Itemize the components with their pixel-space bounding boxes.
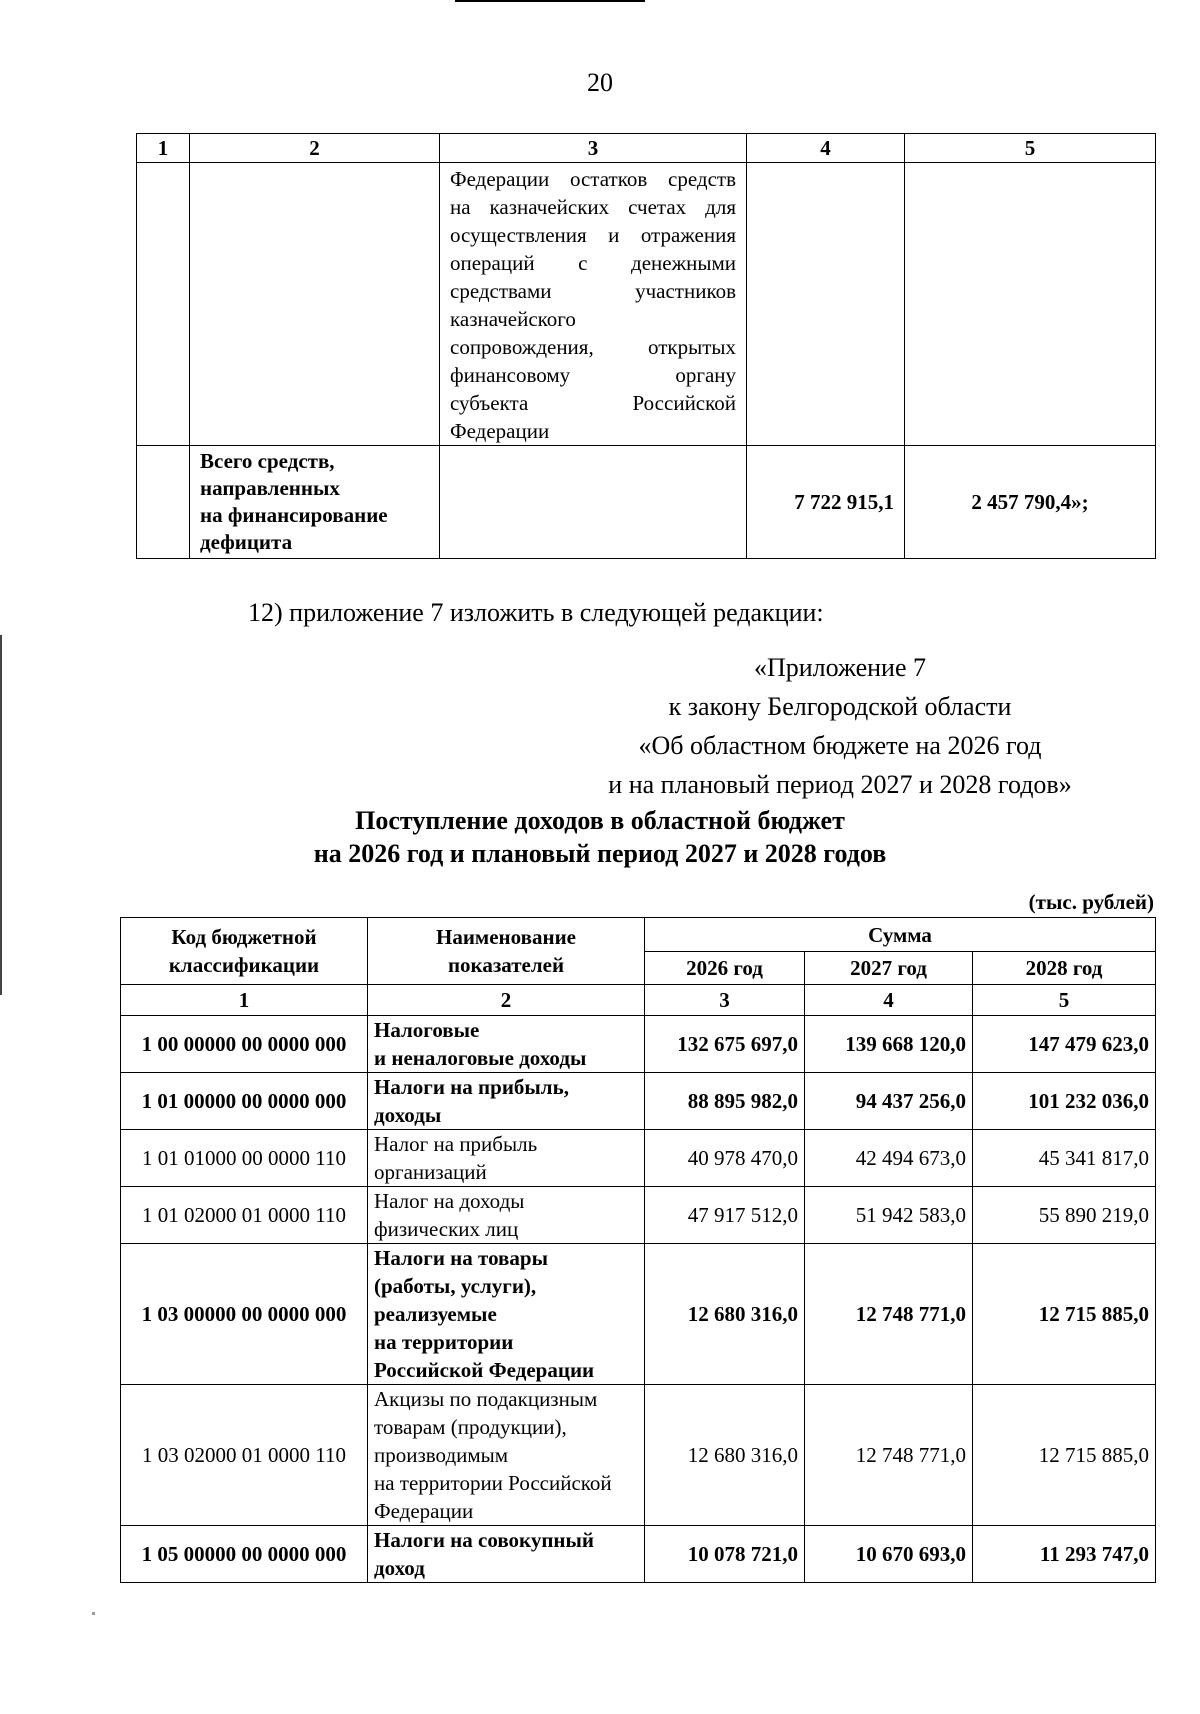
row-code: 1 01 00000 00 0000 000 [121, 1073, 368, 1130]
row-value-2027: 12 748 771,0 [805, 1385, 973, 1526]
row-name-line: Налоговые [374, 1018, 480, 1042]
t1-description-line: на казначейских счетах для [450, 195, 736, 219]
t1-total-label-line: дефицита [200, 530, 293, 554]
header-year-2027: 2027 год [805, 952, 973, 985]
row-name-line: Налоги на совокупный [374, 1528, 595, 1552]
row-name-line: (работы, услуги), [374, 1274, 537, 1298]
t1-empty-cell [440, 446, 747, 559]
top-rule [455, 0, 645, 2]
t1-description-cell [440, 163, 747, 446]
row-value-2028: 11 293 747,0 [973, 1526, 1156, 1583]
t1-empty-cell [905, 163, 1156, 446]
row-name-line: Налог на прибыль [374, 1132, 538, 1156]
row-code: 1 01 02000 01 0000 110 [121, 1187, 368, 1244]
t1-description-line: сопровождения, открытых [450, 335, 736, 359]
row-name-line: товарам (продукции), [374, 1415, 567, 1439]
t1-header-5: 5 [905, 134, 1156, 163]
t1-header-4: 4 [747, 134, 905, 163]
table-row [121, 1385, 1156, 1526]
row-name-line: и неналоговые доходы [374, 1046, 587, 1070]
index-cell: 1 [121, 985, 368, 1016]
table-row [121, 1244, 1156, 1385]
t1-empty-cell [747, 163, 905, 446]
row-name-line: доходы [374, 1103, 442, 1127]
t1-total-label-line: на финансирование [200, 503, 388, 527]
table-row [121, 1073, 1156, 1130]
header-code: Код бюджетной классификации [121, 918, 368, 985]
unit-label: (тыс. рублей) [1028, 890, 1154, 914]
row-name [368, 1073, 645, 1130]
header-year-2028: 2028 год [973, 952, 1156, 985]
appendix-line: «Приложение 7 [753, 653, 927, 682]
row-name [368, 1244, 645, 1385]
t1-empty-cell [137, 163, 190, 446]
table-row [121, 1187, 1156, 1244]
amendment-paragraph: 12) приложение 7 изложить в следующей редакции: [248, 598, 824, 627]
index-cell: 2 [368, 985, 645, 1016]
header-year-2026: 2026 год [645, 952, 805, 985]
document-title [0, 804, 1200, 870]
row-value-2026: 47 917 512,0 [645, 1187, 805, 1244]
row-name [368, 1016, 645, 1073]
row-value-2027: 51 942 583,0 [805, 1187, 973, 1244]
row-name-line: Налоги на прибыль, [374, 1075, 569, 1099]
row-value-2028: 147 479 623,0 [973, 1016, 1156, 1073]
row-code: 1 03 02000 01 0000 110 [121, 1385, 368, 1526]
t1-total-label-line: направленных [200, 476, 340, 500]
row-value-2027: 42 494 673,0 [805, 1130, 973, 1187]
index-cell: 3 [645, 985, 805, 1016]
t1-header-2: 2 [190, 134, 440, 163]
row-value-2028: 45 341 817,0 [973, 1130, 1156, 1187]
t1-description-line: финансовому органу [450, 363, 736, 387]
t1-total-label [190, 446, 440, 559]
header-sum: Сумма [645, 918, 1156, 952]
table-row [121, 1130, 1156, 1187]
row-code: 1 03 00000 00 0000 000 [121, 1244, 368, 1385]
t1-header-3: 3 [440, 134, 747, 163]
row-code: 1 01 01000 00 0000 110 [121, 1130, 368, 1187]
row-name-line: на территории Российской [374, 1471, 612, 1495]
scan-speck [92, 1612, 95, 1615]
row-value-2028: 12 715 885,0 [973, 1244, 1156, 1385]
row-name-line: Федерации [374, 1499, 474, 1523]
row-code: 1 00 00000 00 0000 000 [121, 1016, 368, 1073]
row-name-line: производимым [374, 1443, 509, 1467]
appendix-line: и на плановый период 2027 и 2028 годов» [608, 770, 1072, 799]
row-value-2027: 139 668 120,0 [805, 1016, 973, 1073]
row-value-2026: 12 680 316,0 [645, 1385, 805, 1526]
appendix-line: «Об областном бюджете на 2026 год [638, 731, 1042, 760]
index-cell: 4 [805, 985, 973, 1016]
t1-total-col5: 2 457 790,4»; [905, 446, 1156, 559]
row-value-2026: 88 895 982,0 [645, 1073, 805, 1130]
row-value-2026: 40 978 470,0 [645, 1130, 805, 1187]
row-value-2028: 12 715 885,0 [973, 1385, 1156, 1526]
row-name [368, 1187, 645, 1244]
table-row [121, 1016, 1156, 1073]
row-value-2027: 94 437 256,0 [805, 1073, 973, 1130]
title-line: на 2026 год и плановый период 2027 и 2028 годов [313, 839, 887, 868]
t1-total-col4: 7 722 915,1 [747, 446, 905, 559]
row-name-line: доход [374, 1556, 425, 1580]
row-name [368, 1130, 645, 1187]
row-name-line: Акцизы по подакцизным [374, 1387, 598, 1411]
row-name-line: Налог на доходы [374, 1189, 525, 1213]
row-code: 1 05 00000 00 0000 000 [121, 1526, 368, 1583]
income-table [120, 917, 1156, 1583]
title-line: Поступление доходов в областной бюджет [355, 806, 845, 835]
t1-description-line: субъекта Российской [450, 391, 736, 415]
page-number: 20 [587, 68, 613, 97]
row-value-2026: 12 680 316,0 [645, 1244, 805, 1385]
row-name-line: Российской Федерации [374, 1358, 595, 1382]
t1-total-label-line: Всего средств, [200, 449, 335, 473]
row-value-2027: 10 670 693,0 [805, 1526, 973, 1583]
row-name-line: Налоги на товары [374, 1246, 548, 1270]
row-value-2027: 12 748 771,0 [805, 1244, 973, 1385]
t1-description-line: Федерации остатков средств [450, 167, 736, 191]
row-name-line: реализуемые [374, 1302, 497, 1326]
t1-description-line: казначейского [450, 307, 576, 331]
row-value-2026: 132 675 697,0 [645, 1016, 805, 1073]
row-name-line: на территории [374, 1330, 514, 1354]
t1-description-line: операций с денежными [450, 251, 736, 275]
row-name [368, 1385, 645, 1526]
row-name-line: физических лиц [374, 1217, 519, 1241]
t1-description-line: осуществления и отражения [450, 223, 736, 247]
t1-empty-cell [137, 446, 190, 559]
row-value-2026: 10 078 721,0 [645, 1526, 805, 1583]
row-name-line: организаций [374, 1160, 487, 1184]
t1-description-line: Федерации [450, 419, 550, 443]
index-cell: 5 [973, 985, 1156, 1016]
t1-header-1: 1 [137, 134, 190, 163]
row-value-2028: 55 890 219,0 [973, 1187, 1156, 1244]
row-name [368, 1526, 645, 1583]
header-name: Наименование показателей [368, 918, 645, 985]
t1-description-line: средствами участников [450, 279, 736, 303]
appendix-line: к закону Белгородской области [668, 692, 1012, 721]
sources-table-continuation [136, 133, 1156, 559]
row-value-2028: 101 232 036,0 [973, 1073, 1156, 1130]
t1-empty-cell [190, 163, 440, 446]
appendix-header [560, 648, 1120, 804]
table-row [121, 1526, 1156, 1583]
